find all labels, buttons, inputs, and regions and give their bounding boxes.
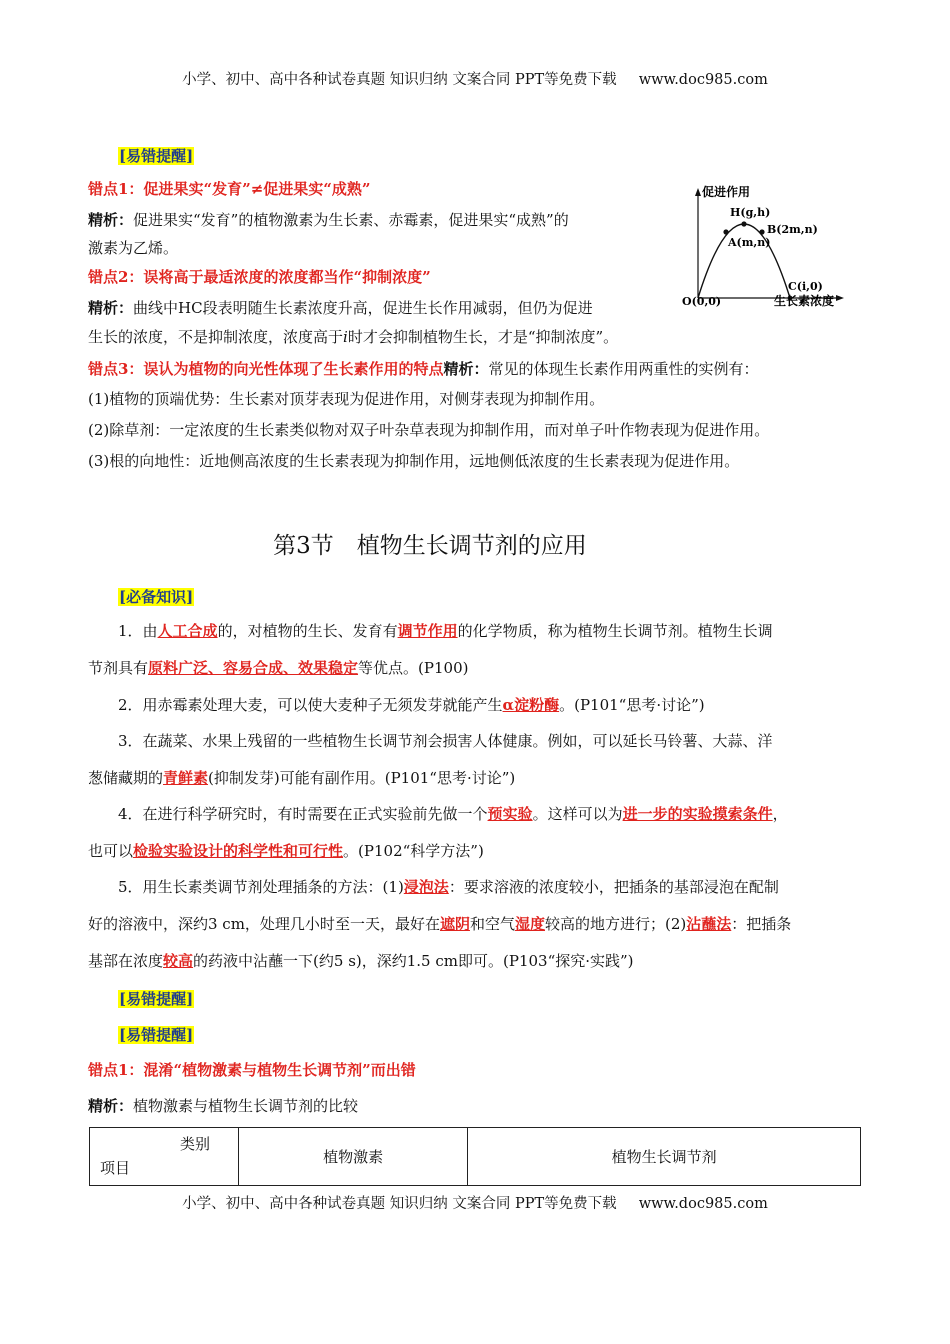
error-point-1-analysis: 精析：促进果实“发育”的植物激素为生长素、赤霉素，促进果实“成熟”的 xyxy=(88,211,569,229)
graph-xlabel: 生长素浓度 xyxy=(774,294,835,308)
point-a xyxy=(723,229,728,234)
section-title: 第3节 植物生长调节剂的应用 xyxy=(273,533,587,559)
footer-site[interactable]: www.doc985.com xyxy=(638,1196,768,1212)
knowledge-5-line-2: 好的溶液中，深约3 cm，处理几小时至一天，最好在遮阴和空气湿度较高的地方进行；(2)沾蘸法：把插条 xyxy=(88,915,792,933)
auxin-response-graph xyxy=(678,178,868,318)
comparison-table xyxy=(89,1127,861,1186)
knowledge-4-line-1: 4．在进行科学研究时，有时需要在正式实验前先做一个预实验。这样可以为进一步的实验摸索条件， xyxy=(118,805,788,823)
graph-origin: O(0,0) xyxy=(682,295,722,308)
error-point-2-analysis: 精析：曲线中HC段表明随生长素浓度升高，促进生长作用减弱，但仍为促进 xyxy=(88,299,593,317)
page-footer xyxy=(0,1192,950,1213)
graph-label-b: B(2m,n) xyxy=(767,223,818,236)
error-point-2-title: 错点2：误将高于最适浓度的浓度都当作“抑制浓度” xyxy=(88,268,431,286)
error-point-1-title: 错点1：促进果实“发育”≠促进果实“成熟” xyxy=(88,180,371,198)
corner-bottom-label: 项目 xyxy=(100,1159,131,1177)
example-item-3: (3)根的向地性：近地侧高浓度的生长素表现为抑制作用，远地侧低浓度的生长素表现为促进作用。 xyxy=(88,452,740,470)
example-item-1: (1)植物的顶端优势：生长素对顶芽表现为促进作用，对侧芽表现为抑制作用。 xyxy=(88,390,605,408)
error-point-2-analysis-cont: 生长的浓度，不是抑制浓度，浓度高于i时才会抑制植物生长，才是“抑制浓度”。 xyxy=(88,328,619,346)
header-site[interactable]: www.doc985.com xyxy=(638,72,768,88)
page-header xyxy=(0,68,950,89)
graph-label-h: H(g,h) xyxy=(730,206,771,219)
tag-error-reminder-3: [易错提醒] xyxy=(119,1026,194,1044)
graph-ylabel: 促进作用 xyxy=(702,185,751,199)
knowledge-4-line-2: 也可以检验实验设计的科学性和可行性。(P102“科学方法”) xyxy=(88,842,484,860)
point-b xyxy=(759,229,764,234)
error-point-1b-title: 错点1：混淆“植物激素与植物生长调节剂”而出错 xyxy=(88,1061,416,1079)
graph-label-a: A(m,n) xyxy=(728,236,771,249)
error-point-1b-analysis: 精析：植物激素与植物生长调节剂的比较 xyxy=(88,1097,359,1115)
error-point-3: 错点3：误认为植物的向光性体现了生长素作用的特点精析：常见的体现生长素作用两重性的实例有： xyxy=(88,360,759,378)
error-point-1-analysis-cont: 激素为乙烯。 xyxy=(88,239,179,257)
knowledge-3-line-1: 3．在蔬菜、水果上残留的一些植物生长调节剂会损害人体健康。例如，可以延长马铃薯、大蒜、洋 xyxy=(118,732,773,750)
knowledge-1-line-2: 节剂具有原料广泛、容易合成、效果稳定等优点。(P100) xyxy=(88,659,469,677)
table-header-plant-hormone: 植物激素 xyxy=(239,1128,468,1186)
point-h xyxy=(741,221,746,226)
knowledge-1-line-1: 1．由人工合成的，对植物的生长、发育有调节作用的化学物质，称为植物生长调节剂。植物生长调 xyxy=(118,622,773,640)
example-item-2: (2)除草剂：一定浓度的生长素类似物对双子叶杂草表现为抑制作用，而对单子叶作物表现为促进作用。 xyxy=(88,421,770,439)
knowledge-5-line-3: 基部在浓度较高的药液中沾蘸一下(约5 s)，深约1.5 cm即可。(P103“探究·实践”) xyxy=(88,952,634,970)
x-axis-arrow xyxy=(836,295,844,301)
footer-text: 小学、初中、高中各种试卷真题 知识归纳 文案合同 PPT等免费下载 xyxy=(182,1196,617,1212)
table-header-growth-regulator: 植物生长调节剂 xyxy=(468,1128,861,1186)
table-row xyxy=(90,1128,861,1186)
y-axis-arrow xyxy=(695,188,701,196)
tag-error-reminder-2: [易错提醒] xyxy=(119,990,194,1008)
graph-label-c: C(i,0) xyxy=(788,280,823,293)
tag-essential-knowledge: [必备知识] xyxy=(119,588,194,606)
knowledge-3-line-2: 葱储藏期的青鲜素(抑制发芽)可能有副作用。(P101“思考·讨论”) xyxy=(88,769,516,787)
tag-error-reminder-1: [易错提醒] xyxy=(119,147,194,165)
knowledge-2: 2．用赤霉素处理大麦，可以使大麦种子无须发芽就能产生α淀粉酶。(P101“思考·讨论”) xyxy=(118,696,705,714)
header-text: 小学、初中、高中各种试卷真题 知识归纳 文案合同 PPT等免费下载 xyxy=(182,72,617,88)
corner-top-label: 类别 xyxy=(179,1135,210,1153)
knowledge-5-line-1: 5．用生长素类调节剂处理插条的方法：(1)浸泡法：要求溶液的浓度较小，把插条的基部浸泡在配制 xyxy=(118,878,779,896)
table-corner-cell xyxy=(90,1128,239,1186)
